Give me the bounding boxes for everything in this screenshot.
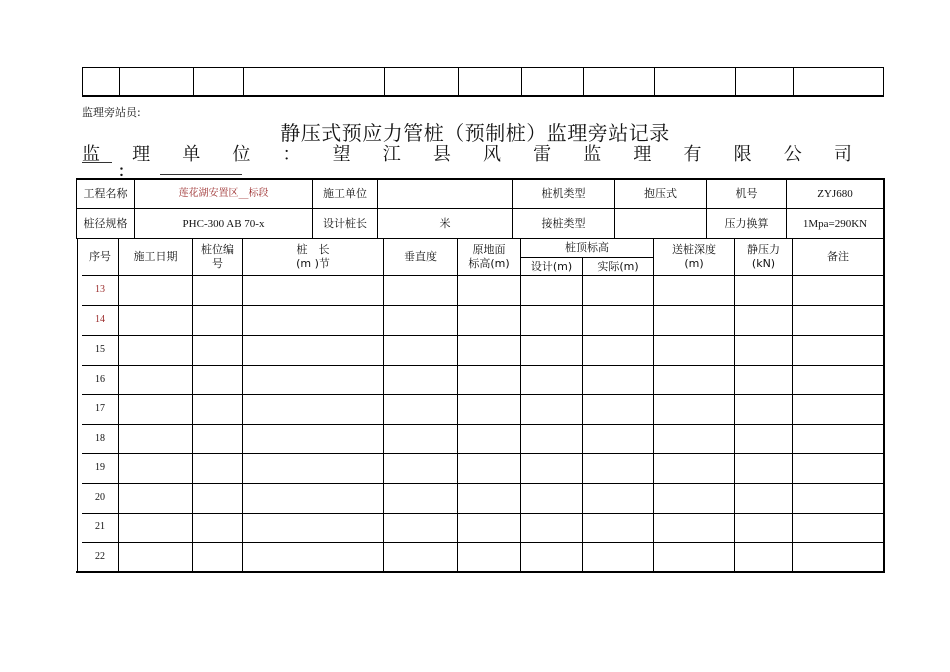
- machine-no-label: 机号: [735, 186, 758, 200]
- row-number: 15: [95, 344, 105, 355]
- col-remark-header: 备注: [827, 250, 849, 263]
- unit-char: 公: [783, 144, 802, 165]
- project-name-value: 莲花湖安置区__标段: [178, 187, 269, 199]
- joint-type-label: 接桩类型: [541, 216, 586, 230]
- project-name-label: 工程名称: [83, 186, 128, 200]
- unit-char: 江: [382, 144, 401, 165]
- unit-char: 县: [432, 144, 451, 165]
- col-ground-elevation-header: [458, 239, 520, 275]
- col-pressure-line2: (kN): [751, 257, 776, 270]
- row-number: 17: [95, 403, 105, 414]
- unit-char: 监: [82, 144, 100, 165]
- col-depth-line2: (m): [684, 257, 704, 270]
- col-pile-length-header: [243, 239, 383, 275]
- unit-char: 望: [332, 144, 351, 165]
- unit-char: 理: [132, 144, 151, 165]
- col-pile-no-line2: 号: [212, 257, 223, 270]
- row-number: 13: [95, 284, 105, 295]
- col-pile-length-line2: (m )节: [296, 257, 330, 270]
- row-number: 16: [95, 374, 105, 385]
- design-length-value: 米: [439, 216, 451, 230]
- col-pile-no-header: [193, 239, 242, 275]
- col-top-elevation-header: 桩顶标高: [565, 241, 609, 254]
- pressure-conversion-label: 压力换算: [724, 216, 769, 230]
- unit-char: 单: [182, 144, 201, 165]
- row-number: 20: [95, 492, 105, 503]
- col-actual-header: 实际(m): [597, 259, 639, 273]
- unit-char: 位: [232, 144, 251, 165]
- construction-unit-label: 施工单位: [323, 186, 367, 200]
- previous-table-remnant: [82, 67, 884, 97]
- pile-machine-type-value: 抱压式: [644, 186, 677, 200]
- unit-char: 有: [683, 144, 702, 165]
- underline-mark: [82, 162, 112, 163]
- unit-char: ：: [282, 144, 301, 165]
- unit-char: 司: [833, 144, 852, 165]
- row-number: 22: [95, 551, 105, 562]
- design-length-label: 设计桩长: [323, 216, 367, 230]
- unit-char: 监: [583, 144, 602, 165]
- col-ground-line1: 原地面: [472, 243, 506, 256]
- col-verticality-header: 垂直度: [404, 250, 437, 263]
- row-number: 21: [95, 521, 105, 532]
- col-ground-line2: 标高(m): [468, 257, 510, 270]
- col-date-header: 施工日期: [133, 250, 178, 263]
- row-number: 18: [95, 433, 105, 444]
- col-pile-no-line1: 桩位编: [201, 243, 234, 256]
- construction-unit-value: [378, 179, 512, 208]
- pile-machine-type-label: 桩机类型: [541, 186, 586, 200]
- pressure-conversion-value: 1Mpa=290KN: [802, 217, 868, 230]
- col-depth-line1: 送桩深度: [672, 243, 716, 256]
- machine-no-value: ZYJ680: [817, 187, 853, 200]
- pile-spec-label: 桩径规格: [83, 216, 128, 230]
- col-pressure-line1: 静压力: [747, 243, 780, 256]
- col-pile-length-line1: 桩 长: [296, 243, 330, 256]
- unit-char: 理: [633, 144, 652, 165]
- supervision-unit-line: [82, 140, 852, 164]
- second-line-colon: ：: [118, 162, 134, 180]
- col-design-header: 设计(m): [530, 259, 573, 273]
- col-seq-header: 序号: [89, 250, 111, 263]
- unit-char: 风: [483, 144, 501, 165]
- pile-spec-value: PHC-300 AB 70-x: [182, 217, 265, 230]
- row-number: 14: [95, 314, 105, 325]
- joint-type-value: [615, 209, 706, 238]
- unit-char: 雷: [533, 144, 552, 165]
- page-title: 静压式预应力管桩（预制桩）监理旁站记录: [280, 121, 670, 145]
- unit-char: 限: [733, 144, 752, 165]
- row-number: 19: [95, 462, 105, 473]
- col-pressure-header: [735, 239, 792, 275]
- col-depth-header: [654, 239, 734, 275]
- blank-underline: [160, 174, 242, 175]
- supervisor-label: 监理旁站员:: [82, 106, 141, 119]
